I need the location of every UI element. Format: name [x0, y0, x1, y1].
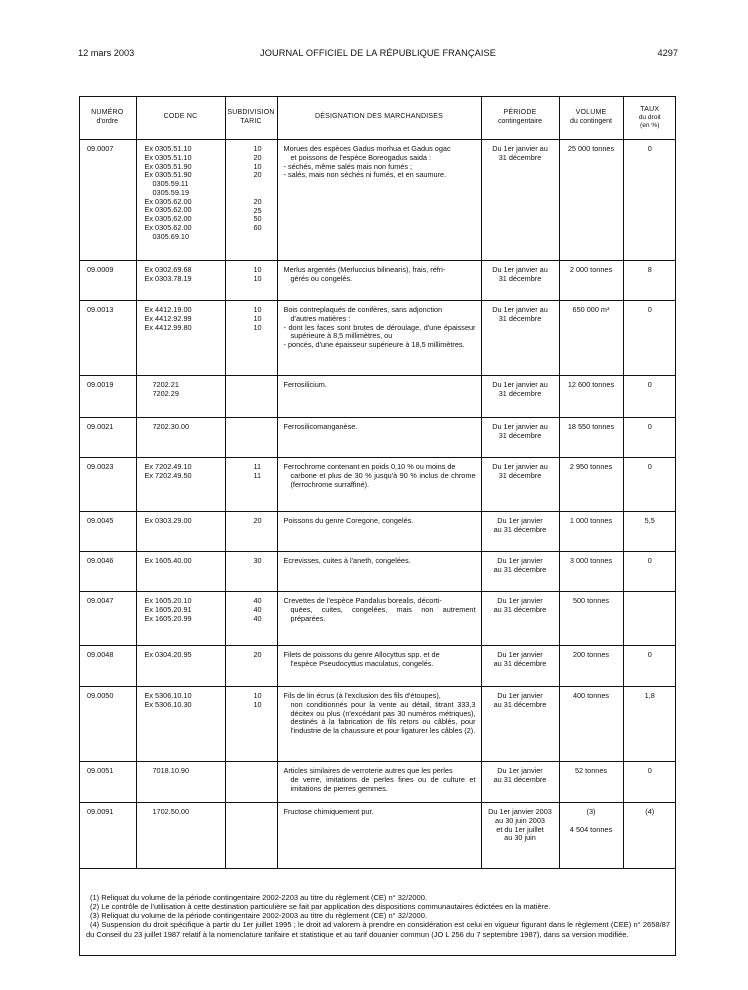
cell-numero — [79, 140, 136, 261]
cell-volume — [559, 376, 623, 418]
table-row — [79, 803, 676, 869]
periode-text: Du 1er janvier — [497, 650, 543, 659]
code-value: Ex 0302.69.68 — [144, 265, 192, 274]
subdivision-value: 10 — [253, 144, 262, 153]
subdivision-value: 40 — [253, 604, 262, 614]
code-value: Ex 1605.20.91 — [144, 604, 192, 614]
numero-value: 09.0023 — [87, 462, 114, 471]
cell-code-nc — [136, 458, 225, 512]
cell-volume — [559, 762, 623, 803]
code-value: Ex 4412.19.00 — [144, 305, 192, 314]
table-row — [79, 301, 676, 376]
cell-periode — [481, 646, 559, 687]
subdivision-value: 40 — [253, 596, 262, 605]
code-value: Ex 4412.99.80 — [144, 322, 192, 332]
volume-value: 52 tonnes — [574, 766, 608, 775]
code-value: 0305.69.10 — [152, 231, 190, 241]
designation-text: Ferrosilicium. — [283, 380, 327, 389]
volume-value: 200 tonnes — [572, 650, 610, 659]
col-header-subdivision: SUBDIVISION TARIC — [225, 96, 277, 140]
volume-value: 12 600 tonnes — [567, 380, 615, 389]
cell-subdivision — [225, 552, 277, 592]
periode-text: 31 décembre — [498, 430, 542, 440]
cell-designation — [277, 803, 481, 869]
taux-value: 0 — [647, 144, 652, 153]
cell-taux — [623, 687, 676, 762]
numero-value: 09.0047 — [87, 596, 114, 605]
cell-subdivision — [225, 512, 277, 552]
volume-value: 650 000 m³ — [572, 305, 610, 314]
numero-value: 09.0048 — [87, 650, 114, 659]
taux-value: 0 — [647, 650, 652, 659]
periode-text: Du 1er janvier 2003 — [488, 807, 552, 816]
code-value: Ex 0304.20.95 — [144, 650, 192, 659]
cell-taux — [623, 261, 676, 301]
volume-value: 4 504 tonnes — [569, 824, 613, 834]
table-row — [79, 512, 676, 552]
subdivision-value: 10 — [253, 322, 262, 332]
table-row — [79, 687, 676, 762]
table-body — [79, 140, 676, 869]
cell-code-nc — [136, 418, 225, 458]
periode-text: Du 1er janvier au — [492, 422, 548, 431]
subdivision-value — [254, 180, 277, 189]
periode-text: Du 1er janvier au — [492, 265, 548, 274]
cell-code-nc — [136, 512, 225, 552]
periode-text: Du 1er janvier — [497, 691, 543, 700]
cell-subdivision — [225, 592, 277, 646]
cell-numero — [79, 687, 136, 762]
cell-volume — [559, 592, 623, 646]
cell-code-nc — [136, 762, 225, 803]
periode-text: au 31 décembre — [493, 774, 547, 784]
numero-value: 09.0091 — [87, 807, 114, 816]
cell-periode — [481, 687, 559, 762]
designation-text: carbone et plus de 30 % jusqu'à 90 % inclus de chrome (ferrochrome surraffiné). — [290, 470, 476, 489]
cell-periode — [481, 762, 559, 803]
code-value: Ex 1605.20.10 — [144, 596, 192, 605]
periode-text: Du 1er janvier — [497, 596, 543, 605]
subdivision-value: 20 — [253, 516, 262, 525]
cell-volume — [559, 552, 623, 592]
cell-designation — [277, 512, 481, 552]
volume-value: 25 000 tonnes — [567, 144, 615, 153]
periode-text: au 30 juin — [504, 833, 536, 843]
numero-value: 09.0046 — [87, 556, 114, 565]
designation-text: Crevettes de l'espèce Pandalus borealis, décorti- — [283, 596, 442, 605]
cell-numero — [79, 512, 136, 552]
code-value: 7018.10.90 — [152, 766, 190, 775]
cell-taux — [623, 762, 676, 803]
cell-periode — [481, 140, 559, 261]
footnote: (4) Suspension du droit spécifique à partir du 1er juillet 1995 ; le droit ad valorem à prendre en considération est celui en vigueur figurant dans le règlement (CEE) n° 2658/87 du Conseil du 23 juillet 1987 relatif à la nomenclature tarifaire et statistique et au tarif douanier commun (JO L 256 du 7 septembre 1987), dans sa version modifiée. — [86, 920, 670, 939]
table-row — [79, 762, 676, 803]
cell-numero — [79, 458, 136, 512]
cell-numero — [79, 552, 136, 592]
cell-subdivision — [225, 418, 277, 458]
cell-taux — [623, 512, 676, 552]
cell-periode — [481, 418, 559, 458]
code-value: 0305.59.11 — [152, 179, 189, 188]
subdivision-value: 40 — [253, 613, 262, 623]
code-value: Ex 1605.40.00 — [144, 556, 192, 565]
cell-designation — [277, 261, 481, 301]
subdivision-value: 20 — [253, 196, 262, 206]
page-header — [78, 48, 678, 62]
volume-value: 2 950 tonnes — [569, 462, 613, 471]
designation-text: Fructose chimiquement pur. — [283, 807, 374, 816]
designation-text: non conditionnés pour la vente au détail, titrant 333,3 décitex ou plus (n'excédant pas 30 numéros métriques), destinés à la fabrication de fils retors ou câblés, pour l'industrie de la chaussure et pour ligaturer les câbles (2). — [290, 699, 476, 735]
footnote: (3) Reliquat du volume de la période contingentaire 2002-2003 au titre du règlement (CE) n° 32/2000. — [90, 911, 427, 921]
cell-taux — [623, 646, 676, 687]
designation-text: d'autres matières : — [290, 313, 351, 323]
periode-text: 31 décembre — [498, 313, 542, 323]
cell-taux — [623, 376, 676, 418]
table-header-row — [79, 96, 676, 140]
code-value: Ex 0305.51.10 — [144, 144, 192, 153]
cell-subdivision — [225, 376, 277, 418]
cell-code-nc — [136, 687, 225, 762]
cell-code-nc — [136, 803, 225, 869]
designation-text: Poissons du genre Coregone, congelés. — [283, 516, 414, 525]
numero-value: 09.0019 — [87, 380, 114, 389]
taux-value: 0 — [647, 305, 652, 314]
code-value: 1702.50.00 — [152, 807, 190, 816]
designation-text: Ferrosilicomanganèse. — [283, 422, 358, 431]
cell-numero — [79, 803, 136, 869]
designation-text: et poissons de l'espèce Boreogadus saida : — [290, 152, 432, 162]
footnote: (2) Le contrôle de l'utilisation à cette destination particulière se fait par application des dispositions communautaires édictées en la matière. — [90, 902, 551, 912]
table-row — [79, 261, 676, 301]
periode-text: 31 décembre — [498, 470, 542, 480]
cell-designation — [277, 301, 481, 376]
cell-numero — [79, 646, 136, 687]
cell-periode — [481, 512, 559, 552]
periode-text: Du 1er janvier — [497, 516, 543, 525]
subdivision-value: 30 — [253, 556, 262, 565]
cell-designation — [277, 376, 481, 418]
cell-periode — [481, 552, 559, 592]
code-value: Ex 0305.62.00 — [144, 196, 192, 206]
cell-numero — [79, 261, 136, 301]
designation-text: - salés, mais non séchés ni fumés, et en saumure. — [283, 170, 447, 180]
taux-value: 0 — [647, 556, 652, 565]
periode-text: au 31 décembre — [493, 699, 547, 709]
footnote: (1) Reliquat du volume de la période contingentaire 2002-2203 au titre du règlement (CE) n° 32/2000. — [90, 893, 427, 902]
volume-value: 1 000 tonnes — [569, 516, 613, 525]
code-value: Ex 5306.10.10 — [144, 691, 192, 700]
table-row — [79, 418, 676, 458]
cell-subdivision — [225, 762, 277, 803]
cell-volume — [559, 687, 623, 762]
code-value: 7202.29 — [152, 388, 179, 398]
volume-value: 3 000 tonnes — [569, 556, 613, 565]
taux-value: 1,8 — [644, 691, 655, 700]
cell-periode — [481, 261, 559, 301]
cell-code-nc — [136, 261, 225, 301]
cell-designation — [277, 552, 481, 592]
numero-value: 09.0009 — [87, 265, 114, 274]
periode-text: Du 1er janvier au — [492, 380, 548, 389]
cell-subdivision — [225, 140, 277, 261]
cell-designation — [277, 646, 481, 687]
cell-designation — [277, 458, 481, 512]
periode-text: 31 décembre — [498, 152, 542, 162]
cell-subdivision — [225, 261, 277, 301]
cell-periode — [481, 592, 559, 646]
numero-value: 09.0007 — [87, 144, 114, 153]
periode-text: 31 décembre — [498, 388, 542, 398]
cell-taux — [623, 418, 676, 458]
cell-numero — [79, 301, 136, 376]
subdivision-value: 20 — [253, 170, 262, 180]
footnotes — [86, 893, 670, 939]
subdivision-value: 20 — [253, 650, 262, 659]
table-row — [79, 592, 676, 646]
cell-subdivision — [225, 803, 277, 869]
subdivision-value: 10 — [253, 691, 262, 700]
designation-text: Merlus argentés (Merluccius bilinearis), frais, réfri- — [283, 265, 446, 274]
code-value: Ex 0305.51.10 — [144, 152, 192, 162]
page-number: 4297 — [657, 48, 678, 58]
subdivision-value: 11 — [253, 470, 262, 480]
code-value: Ex 0305.51.90 — [144, 170, 192, 180]
col-header-numero: NUMÉRO d'ordre — [91, 109, 124, 125]
numero-value: 09.0013 — [87, 305, 114, 314]
code-value: Ex 7202.49.50 — [144, 470, 192, 480]
volume-value: 18 550 tonnes — [567, 422, 615, 431]
code-value: 7202.30.00 — [152, 422, 190, 431]
designation-text: - dont les faces sont brutes de déroulage, d'une épaisseur supérieure à 8,5 millimètres, ou — [283, 322, 476, 341]
code-value: 0305.59.19 — [152, 187, 190, 197]
designation-text: Articles similaires de verroterie autres que les perles — [283, 766, 453, 775]
cell-designation — [277, 592, 481, 646]
designation-text: quées, cuites, congelées, mais non autrement préparées. — [290, 604, 476, 623]
periode-text: Du 1er janvier — [497, 766, 543, 775]
designation-text: Bois contreplaqués de conifères, sans adjonction — [283, 305, 443, 314]
col-header-designation: DÉSIGNATION DES MARCHANDISES — [277, 96, 481, 140]
cell-numero — [79, 376, 136, 418]
code-value: Ex 7202.49.10 — [144, 462, 192, 471]
cell-taux — [623, 458, 676, 512]
taux-value: 8 — [647, 265, 652, 274]
cell-code-nc — [136, 552, 225, 592]
table-row — [79, 140, 676, 261]
cell-code-nc — [136, 376, 225, 418]
periode-text: au 31 décembre — [493, 564, 547, 574]
cell-periode — [481, 458, 559, 512]
subdivision-value: 10 — [253, 699, 262, 709]
subdivision-value: 10 — [253, 265, 262, 274]
subdivision-value: 10 — [253, 161, 262, 171]
table-row — [79, 646, 676, 687]
numero-value: 09.0051 — [87, 766, 114, 775]
cell-volume — [559, 301, 623, 376]
designation-text: gérés ou congelés. — [290, 273, 353, 283]
cell-designation — [277, 687, 481, 762]
designation-text: Fils de lin écrus (à l'exclusion des fils d'étoupes), — [283, 691, 441, 700]
table-row — [79, 458, 676, 512]
designation-text: Ferrochrome contenant en poids 0,10 % ou moins de — [283, 462, 456, 471]
cell-code-nc — [136, 646, 225, 687]
cell-designation — [277, 140, 481, 261]
designation-text: - séchés, même salés mais non fumés ; — [283, 161, 413, 171]
taux-value: 5,5 — [644, 516, 655, 525]
cell-volume — [559, 512, 623, 552]
subdivision-value: 25 — [253, 205, 262, 215]
code-value: Ex 1605.20.99 — [144, 613, 192, 623]
subdivision-value: 50 — [253, 214, 262, 224]
designation-text: Ecrevisses, cuites à l'aneth, congelées. — [283, 556, 411, 565]
code-value: 7202.21 — [152, 380, 179, 389]
cell-volume — [559, 803, 623, 869]
cell-code-nc — [136, 301, 225, 376]
subdivision-value: 10 — [253, 313, 262, 323]
periode-text: au 31 décembre — [493, 658, 547, 668]
cell-subdivision — [225, 301, 277, 376]
periode-text: Du 1er janvier au — [492, 462, 548, 471]
designation-text: l'espèce Pseudocyttus maculatus, congelés. — [290, 658, 434, 668]
cell-designation — [277, 762, 481, 803]
table-row — [79, 376, 676, 418]
issue-date: 12 mars 2003 — [78, 48, 135, 58]
code-value: Ex 0305.62.00 — [144, 214, 192, 223]
table-row — [79, 552, 676, 592]
subdivision-value — [254, 233, 277, 242]
col-header-periode: PÉRIODE contingentaire — [481, 96, 559, 140]
taux-value: 0 — [647, 462, 652, 471]
cell-designation — [277, 418, 481, 458]
periode-text: au 31 décembre — [493, 604, 547, 614]
periode-text: Du 1er janvier au — [492, 144, 548, 153]
code-value: Ex 0305.51.90 — [144, 161, 192, 171]
cell-volume — [559, 261, 623, 301]
subdivision-value: 20 — [253, 152, 262, 162]
subdivision-value: 11 — [253, 462, 262, 471]
taux-value: 0 — [647, 422, 652, 431]
subdivision-value: 10 — [253, 305, 262, 314]
numero-value: 09.0021 — [87, 422, 114, 431]
designation-text: de verre, imitations de perles fines ou de culture et imitations de pierres gemmes. — [290, 774, 476, 793]
col-header-taux: TAUX du droit (en %) — [623, 96, 676, 140]
taux-value: 0 — [647, 766, 652, 775]
subdivision-value: 60 — [253, 223, 262, 233]
volume-value: 2 000 tonnes — [569, 265, 613, 274]
cell-volume — [559, 418, 623, 458]
cell-numero — [79, 592, 136, 646]
cell-code-nc — [136, 140, 225, 261]
taux-value: 0 — [647, 380, 652, 389]
numero-value: 09.0045 — [87, 516, 114, 525]
taux-value: (4) — [645, 807, 655, 816]
code-value: Ex 0303.29.00 — [144, 516, 192, 525]
volume-value: (3) — [586, 807, 596, 816]
cell-taux — [623, 592, 676, 646]
cell-taux — [623, 140, 676, 261]
quota-table — [79, 96, 676, 869]
designation-text: Morues des espèces Gadus morhua et Gadus ogac — [283, 144, 451, 153]
subdivision-value: 10 — [253, 273, 262, 283]
code-value: Ex 4412.92.99 — [144, 313, 192, 323]
periode-text: Du 1er janvier au — [492, 305, 548, 314]
periode-text: et du 1er juillet — [496, 824, 544, 834]
cell-taux — [623, 301, 676, 376]
designation-text: - poncés, d'une épaisseur supérieure à 18,5 millimètres. — [283, 340, 465, 349]
cell-subdivision — [225, 687, 277, 762]
col-header-volume: VOLUME du contingent — [559, 96, 623, 140]
cell-taux — [623, 552, 676, 592]
volume-value: 500 tonnes — [572, 596, 610, 605]
cell-subdivision — [225, 646, 277, 687]
periode-text: 31 décembre — [498, 273, 542, 283]
cell-periode — [481, 803, 559, 869]
cell-code-nc — [136, 592, 225, 646]
code-value: Ex 0303.78.19 — [144, 273, 192, 283]
periode-text: au 31 décembre — [493, 524, 547, 534]
cell-volume — [559, 458, 623, 512]
cell-numero — [79, 418, 136, 458]
designation-text: Filets de poissons du genre Allocyttus spp. et de — [283, 650, 440, 659]
code-value: Ex 5306.10.30 — [144, 699, 192, 709]
periode-text: au 30 juin 2003 — [495, 815, 545, 825]
cell-volume — [559, 646, 623, 687]
cell-numero — [79, 762, 136, 803]
journal-title: JOURNAL OFFICIEL DE LA RÉPUBLIQUE FRANÇAISE — [260, 48, 496, 58]
periode-text: Du 1er janvier — [497, 556, 543, 565]
cell-taux — [623, 803, 676, 869]
cell-volume — [559, 140, 623, 261]
code-value: Ex 0305.62.00 — [144, 205, 192, 215]
cell-periode — [481, 301, 559, 376]
cell-periode — [481, 376, 559, 418]
code-value: Ex 0305.62.00 — [144, 222, 192, 232]
volume-value: 400 tonnes — [572, 691, 610, 700]
cell-subdivision — [225, 458, 277, 512]
col-header-code: CODE NC — [136, 96, 225, 140]
numero-value: 09.0050 — [87, 691, 114, 700]
